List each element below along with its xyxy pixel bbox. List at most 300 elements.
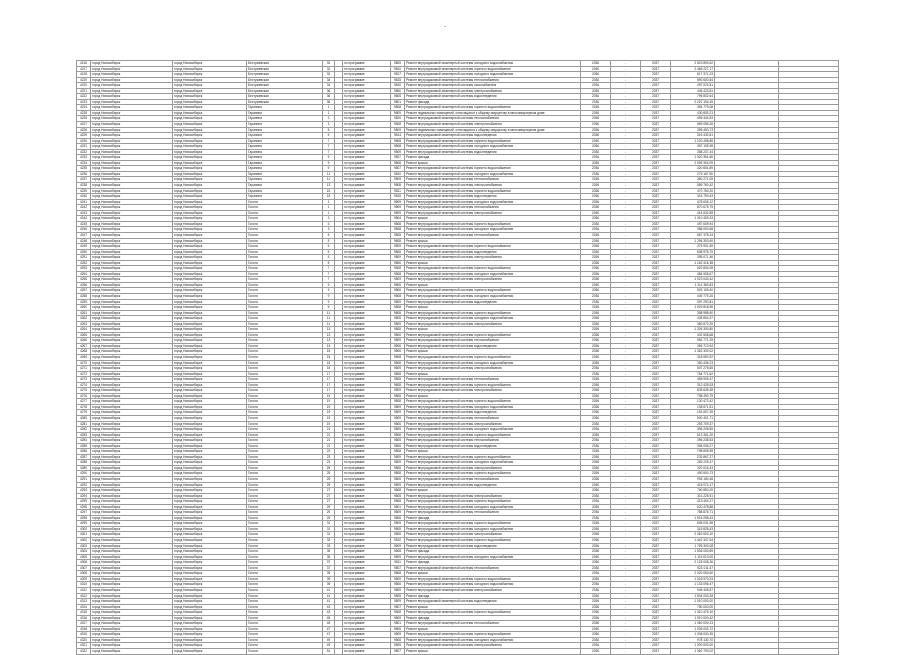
cell-year-to: 2037 bbox=[641, 621, 671, 627]
cell-dash: - bbox=[611, 255, 641, 261]
cell-code: 4257 bbox=[77, 288, 91, 294]
cell-work-code: 9809 bbox=[391, 205, 405, 211]
cell-dash: - bbox=[611, 460, 641, 466]
cell-city-district: город Новосибирск bbox=[173, 421, 247, 427]
cell-street: Гоголя bbox=[247, 210, 323, 216]
cell-year-to: 2037 bbox=[641, 305, 671, 311]
cell-house: 23 bbox=[323, 449, 335, 455]
cell-year-to: 2037 bbox=[641, 643, 671, 649]
cell-street: Гоголя bbox=[247, 388, 323, 394]
cell-city-district: город Новосибирск bbox=[173, 449, 247, 455]
cell-year-from: 2036 bbox=[581, 427, 611, 433]
cell-work-code: 9806 bbox=[391, 465, 405, 471]
cell-extra1 bbox=[715, 648, 779, 654]
cell-city-district: город Новосибирск bbox=[173, 194, 247, 200]
cell-dash: - bbox=[611, 610, 641, 616]
cell-house: 23 bbox=[323, 454, 335, 460]
cell-work-name: Ремонт внутридомовой инженерной системы холодного водоснабжения bbox=[405, 293, 581, 299]
cell-year-from: 2036 bbox=[581, 72, 611, 78]
cell-dash: - bbox=[611, 110, 641, 116]
cell-code: 4256 bbox=[77, 282, 91, 288]
cell-work-code: 9808 bbox=[391, 227, 405, 233]
cell-city-district: город Новосибирск bbox=[173, 565, 247, 571]
cell-dash: - bbox=[611, 177, 641, 183]
cell-work-name: Ремонт внутридомовой инженерной системы водоотведения bbox=[405, 543, 581, 549]
cell-work-code: 9809 bbox=[391, 460, 405, 466]
cell-street: Гоголя bbox=[247, 477, 323, 483]
cell-year-to: 2037 bbox=[641, 316, 671, 322]
cell-work-name: Ремонт внутридомовой инженерной системы горячего водоснабжения bbox=[405, 354, 581, 360]
cell-dash: - bbox=[611, 471, 641, 477]
cell-year-to: 2037 bbox=[641, 249, 671, 255]
cell-code: 4286 bbox=[77, 449, 91, 455]
cell-city: город Новосибирск bbox=[91, 637, 173, 643]
cell-street: Бестужевская bbox=[247, 77, 323, 83]
cell-city: город Новосибирск bbox=[91, 271, 173, 277]
cell-city: город Новосибирск bbox=[91, 99, 173, 105]
cell-city: город Новосибирск bbox=[91, 615, 173, 621]
cell-street: Гаранина bbox=[247, 127, 323, 133]
cell-city-district: город Новосибирск bbox=[173, 615, 247, 621]
cell-repair-type: по программе bbox=[343, 504, 391, 510]
cell-code: 4298 bbox=[77, 515, 91, 521]
cell-work-code: 9807 bbox=[391, 166, 405, 172]
cell-city: город Новосибирск bbox=[91, 648, 173, 654]
cell-cost: 870 675,79 bbox=[671, 205, 715, 211]
cell-street: Гоголя bbox=[247, 610, 323, 616]
cell-year-to: 2037 bbox=[641, 648, 671, 654]
cell-work-name: Ремонт внутридомовой инженерной системы электроснабжения bbox=[405, 421, 581, 427]
cell-repair-type: по программе bbox=[343, 166, 391, 172]
cell-dash: - bbox=[611, 138, 641, 144]
cell-work-code: 9808 bbox=[391, 549, 405, 555]
cell-work-code: 9809 bbox=[391, 427, 405, 433]
cell-street: Гаранина bbox=[247, 160, 323, 166]
cell-repair-type: по программе bbox=[343, 94, 391, 100]
cell-cost: 945 405,57 bbox=[671, 587, 715, 593]
cell-repair-type: по программе bbox=[343, 648, 391, 654]
cell-cost: 360 271,05 bbox=[671, 177, 715, 183]
cell-year-to: 2037 bbox=[641, 155, 671, 161]
cell-work-code: 9806 bbox=[391, 582, 405, 588]
cell-year-to: 2037 bbox=[641, 133, 671, 139]
cell-dash: - bbox=[611, 122, 641, 128]
cell-street: Гоголя bbox=[247, 371, 323, 377]
cell-repair-type: по программе bbox=[343, 321, 391, 327]
cell-house: 1 bbox=[323, 210, 335, 216]
cell-repair-type: по программе bbox=[343, 83, 391, 89]
cell-work-code: 9850 bbox=[391, 88, 405, 94]
cell-work-code: 9805 bbox=[391, 416, 405, 422]
cell-street: Гоголя bbox=[247, 232, 323, 238]
cell-city-district: город Новосибирск bbox=[173, 72, 247, 78]
cell-cost: 360 436,23 bbox=[671, 360, 715, 366]
cell-year-from: 2036 bbox=[581, 94, 611, 100]
cell-work-name: Ремонт подвальных помещений, относящихся к общему имуществу в многоквартирном доме bbox=[405, 127, 581, 133]
cell-code: 4275 bbox=[77, 388, 91, 394]
cell-year-to: 2037 bbox=[641, 499, 671, 505]
cell-city-district: город Новосибирск bbox=[173, 249, 247, 255]
cell-street: Гоголя bbox=[247, 587, 323, 593]
cell-dash: - bbox=[611, 238, 641, 244]
cell-dash: - bbox=[611, 171, 641, 177]
cell-cost: 396 208,55 bbox=[671, 427, 715, 433]
cell-city-district: город Новосибирск bbox=[173, 227, 247, 233]
cell-city: город Новосибирск bbox=[91, 626, 173, 632]
cell-cost: 255 709,37 bbox=[671, 421, 715, 427]
cell-city-district: город Новосибирск bbox=[173, 377, 247, 383]
cell-work-code: 9820 bbox=[391, 83, 405, 89]
cell-city: город Новосибирск bbox=[91, 482, 173, 488]
cell-dash: - bbox=[611, 543, 641, 549]
cell-cost: 1 133 096,47 bbox=[671, 582, 715, 588]
cell-extra2 bbox=[779, 648, 839, 654]
cell-code: 4235 bbox=[77, 166, 91, 172]
cell-work-code: 9809 bbox=[391, 366, 405, 372]
cell-cost: 1 006 000,72 bbox=[671, 626, 715, 632]
cell-cost: 1 910 000,42 bbox=[671, 615, 715, 621]
cell-repair-type: по программе bbox=[343, 210, 391, 216]
cell-work-name: Ремонт внутридомовой инженерной системы холодного водоснабжения bbox=[405, 360, 581, 366]
cell-street: Гоголя bbox=[247, 249, 323, 255]
cell-year-from: 2036 bbox=[581, 366, 611, 372]
cell-work-name: Ремонт внутридомовой инженерной системы электроснабжения bbox=[405, 277, 581, 283]
cell-house: 17 bbox=[323, 371, 335, 377]
cell-city-district: город Новосибирск bbox=[173, 61, 247, 67]
cell-work-code: 9805 bbox=[391, 377, 405, 383]
cell-city: город Новосибирск bbox=[91, 205, 173, 211]
cell-city-district: город Новосибирск bbox=[173, 404, 247, 410]
cell-city: город Новосибирск bbox=[91, 610, 173, 616]
cell-work-code: 9809 bbox=[391, 543, 405, 549]
cell-city: город Новосибирск bbox=[91, 554, 173, 560]
cell-city-district: город Новосибирск bbox=[173, 504, 247, 510]
cell-work-name: Ремонт фасада bbox=[405, 593, 581, 599]
table-row bbox=[77, 648, 839, 654]
cell-city: город Новосибирск bbox=[91, 227, 173, 233]
cell-work-code: 9809 bbox=[391, 177, 405, 183]
cell-house: 9 bbox=[323, 282, 335, 288]
cell-year-from: 2036 bbox=[581, 477, 611, 483]
cell-city-district: город Новосибирск bbox=[173, 482, 247, 488]
cell-street: Гаранина bbox=[247, 122, 323, 128]
cell-city: город Новосибирск bbox=[91, 427, 173, 433]
cell-dash: - bbox=[611, 382, 641, 388]
cell-repair-type: по программе bbox=[343, 515, 391, 521]
cell-city: город Новосибирск bbox=[91, 327, 173, 333]
cell-repair-type: по программе bbox=[343, 543, 391, 549]
cell-work-code: 9808 bbox=[391, 266, 405, 272]
cell-repair-type: по программе bbox=[343, 66, 391, 72]
cell-city-district: город Новосибирск bbox=[173, 554, 247, 560]
cell-year-to: 2037 bbox=[641, 449, 671, 455]
cell-street: Гаранина bbox=[247, 149, 323, 155]
cell-repair-type: по программе bbox=[343, 643, 391, 649]
cell-city-district: город Новосибирск bbox=[173, 316, 247, 322]
cell-work-name: Ремонт внутридомовой инженерной системы водоотведения bbox=[405, 599, 581, 605]
cell-cost: 379 901,59 bbox=[671, 244, 715, 250]
cell-work-code: 9808 bbox=[391, 610, 405, 616]
cell-cost: 513 301,20 bbox=[671, 432, 715, 438]
cell-year-from: 2036 bbox=[581, 538, 611, 544]
cell-dash: - bbox=[611, 66, 641, 72]
cell-year-from: 2036 bbox=[581, 305, 611, 311]
cell-cost: 360 672,20 bbox=[671, 321, 715, 327]
cell-work-code: 9808 bbox=[391, 488, 405, 494]
cell-work-code: 9811 bbox=[391, 188, 405, 194]
cell-year-from: 2036 bbox=[581, 515, 611, 521]
cell-house: 5 bbox=[323, 255, 335, 261]
cell-city: город Новосибирск bbox=[91, 526, 173, 532]
cell-cost: 135 671,51 bbox=[671, 404, 715, 410]
cell-year-to: 2037 bbox=[641, 122, 671, 128]
cell-house: 32 bbox=[323, 61, 335, 67]
cell-work-code: 9809 bbox=[391, 526, 405, 532]
cell-code: 4229 bbox=[77, 133, 91, 139]
cell-dash: - bbox=[611, 404, 641, 410]
cell-code: 4242 bbox=[77, 205, 91, 211]
cell-city: город Новосибирск bbox=[91, 94, 173, 100]
cell-year-from: 2036 bbox=[581, 371, 611, 377]
cell-code: 4252 bbox=[77, 260, 91, 266]
cell-year-from: 2036 bbox=[581, 521, 611, 527]
cell-street: Бестужевская bbox=[247, 88, 323, 94]
cell-year-from: 2036 bbox=[581, 316, 611, 322]
cell-code: 4230 bbox=[77, 138, 91, 144]
cell-city: город Новосибирск bbox=[91, 410, 173, 416]
cell-year-from: 2036 bbox=[581, 593, 611, 599]
cell-city: город Новосибирск bbox=[91, 188, 173, 194]
cell-city: город Новосибирск bbox=[91, 521, 173, 527]
cell-dash: - bbox=[611, 626, 641, 632]
cell-city: город Новосибирск bbox=[91, 565, 173, 571]
cell-city-district: город Новосибирск bbox=[173, 366, 247, 372]
cell-work-code: 9808 bbox=[391, 160, 405, 166]
cell-city: город Новосибирск bbox=[91, 321, 173, 327]
cell-cost: 1 162 416,38 bbox=[671, 260, 715, 266]
cell-cost: 798 490,79 bbox=[671, 393, 715, 399]
cell-street: Гаранина bbox=[247, 110, 323, 116]
cell-work-name: Ремонт фасада bbox=[405, 549, 581, 555]
cell-city: город Новосибирск bbox=[91, 160, 173, 166]
cell-year-from: 2036 bbox=[581, 199, 611, 205]
cell-year-from: 2036 bbox=[581, 327, 611, 333]
cell-cost: 316 430,61 bbox=[671, 133, 715, 139]
cell-year-from: 2036 bbox=[581, 360, 611, 366]
cell-street: Гоголя bbox=[247, 205, 323, 211]
cell-year-to: 2037 bbox=[641, 199, 671, 205]
cell-city-district: город Новосибирск bbox=[173, 133, 247, 139]
cell-city-district: город Новосибирск bbox=[173, 493, 247, 499]
cell-work-code: 9809 bbox=[391, 388, 405, 394]
cell-repair-type: по программе bbox=[343, 155, 391, 161]
cell-work-code: 9809 bbox=[391, 482, 405, 488]
cell-street: Гоголя bbox=[247, 648, 323, 654]
cell-year-to: 2037 bbox=[641, 587, 671, 593]
cell-year-from: 2036 bbox=[581, 377, 611, 383]
cell-work-code: 9806 bbox=[391, 332, 405, 338]
cell-year-from: 2036 bbox=[581, 244, 611, 250]
cell-code: 4314 bbox=[77, 604, 91, 610]
cell-repair-type: по программе bbox=[343, 238, 391, 244]
cell-cost: 589 760,42 bbox=[671, 183, 715, 189]
cell-year-from: 2036 bbox=[581, 438, 611, 444]
cell-city-district: город Новосибирск bbox=[173, 510, 247, 516]
cell-repair-type: по программе bbox=[343, 149, 391, 155]
cell-work-code: 9805 bbox=[391, 438, 405, 444]
cell-code: 4216 bbox=[77, 61, 91, 67]
cell-street: Гоголя bbox=[247, 560, 323, 566]
cell-cost: 750 000,00 bbox=[671, 604, 715, 610]
cell-street: Гоголя bbox=[247, 510, 323, 516]
cell-dash: - bbox=[611, 643, 641, 649]
cell-house: 21 bbox=[323, 427, 335, 433]
cell-work-code: 9809 bbox=[391, 110, 405, 116]
cell-year-from: 2036 bbox=[581, 122, 611, 128]
cell-city-district: город Новосибирск bbox=[173, 277, 247, 283]
cell-work-name: Ремонт внутридомовой инженерной системы теплоснабжения bbox=[405, 565, 581, 571]
cell-work-code: 9808 bbox=[391, 122, 405, 128]
cell-work-name: Ремонт внутридомовой инженерной системы горячего водоснабжения bbox=[405, 266, 581, 272]
cell-house: 33 bbox=[323, 543, 335, 549]
cell-house: 36 bbox=[323, 88, 335, 94]
cell-code: 4265 bbox=[77, 332, 91, 338]
cell-city-district: город Новосибирск bbox=[173, 515, 247, 521]
cell-house: 5 bbox=[323, 232, 335, 238]
cell-street: Гаранина bbox=[247, 116, 323, 122]
cell-year-to: 2037 bbox=[641, 244, 671, 250]
cell-cost: 497 020,51 bbox=[671, 83, 715, 89]
cell-year-from: 2036 bbox=[581, 582, 611, 588]
cell-city: город Новосибирск bbox=[91, 149, 173, 155]
cell-code: 4281 bbox=[77, 421, 91, 427]
cell-cost: 795 802,64 bbox=[671, 94, 715, 100]
cell-cost: 1 060 700,02 bbox=[671, 648, 715, 654]
cell-year-to: 2037 bbox=[641, 271, 671, 277]
cell-work-name: Ремонт внутридомовой инженерной системы теплоснабжения bbox=[405, 416, 581, 422]
cell-city: город Новосибирск bbox=[91, 305, 173, 311]
cell-city-district: город Новосибирск bbox=[173, 305, 247, 311]
cell-code: 4310 bbox=[77, 582, 91, 588]
cell-work-code: 9806 bbox=[391, 393, 405, 399]
cell-cost: 233 867,27 bbox=[671, 454, 715, 460]
cell-year-to: 2037 bbox=[641, 232, 671, 238]
cell-year-to: 2037 bbox=[641, 610, 671, 616]
cell-repair-type: по программе bbox=[343, 615, 391, 621]
cell-house: 9 bbox=[323, 155, 335, 161]
cell-code: 4267 bbox=[77, 343, 91, 349]
cell-house: 5 bbox=[323, 127, 335, 133]
cell-repair-type: по программе bbox=[343, 482, 391, 488]
cell-cost: 1 008 000,35 bbox=[671, 632, 715, 638]
cell-work-code: 9809 bbox=[391, 277, 405, 283]
cell-year-from: 2036 bbox=[581, 310, 611, 316]
cell-city-district: город Новосибирск bbox=[173, 393, 247, 399]
cell-city: город Новосибирск bbox=[91, 343, 173, 349]
cell-city-district: город Новосибирск bbox=[173, 282, 247, 288]
cell-year-to: 2037 bbox=[641, 116, 671, 122]
cell-code: 4219 bbox=[77, 77, 91, 83]
cell-repair-type: по программе bbox=[343, 249, 391, 255]
cell-repair-type: по программе bbox=[343, 404, 391, 410]
cell-house: 19 bbox=[323, 416, 335, 422]
cell-code: 4246 bbox=[77, 227, 91, 233]
cell-work-code: 9820 bbox=[391, 116, 405, 122]
cell-city-district: город Новосибирск bbox=[173, 543, 247, 549]
cell-year-to: 2037 bbox=[641, 582, 671, 588]
cell-city-district: город Новосибирск bbox=[173, 321, 247, 327]
cell-work-code: 9805 bbox=[391, 338, 405, 344]
cell-repair-type: по программе bbox=[343, 560, 391, 566]
cell-street: Гоголя bbox=[247, 571, 323, 577]
cell-work-code: 9806 bbox=[391, 249, 405, 255]
cell-cost: 620 834,08 bbox=[671, 266, 715, 272]
cell-cost: 869 096,26 bbox=[671, 122, 715, 128]
cell-street: Гоголя bbox=[247, 632, 323, 638]
cell-city-district: город Новосибирск bbox=[173, 343, 247, 349]
cell-work-name: Ремонт внутридомовой инженерной системы горячего водоснабжения bbox=[405, 332, 581, 338]
cell-work-name: Ремонт внутридомовой инженерной системы горячего водоснабжения bbox=[405, 382, 581, 388]
cell-year-to: 2037 bbox=[641, 371, 671, 377]
cell-work-code: 9805 bbox=[391, 94, 405, 100]
cell-house: 17 bbox=[323, 382, 335, 388]
cell-repair-type: по программе bbox=[343, 377, 391, 383]
cell-cost: 454 505,67 bbox=[671, 271, 715, 277]
cell-work-name: Ремонт крыши bbox=[405, 349, 581, 355]
cell-street: Гоголя bbox=[247, 332, 323, 338]
cell-repair-type: по программе bbox=[343, 443, 391, 449]
cell-house: 1 bbox=[323, 199, 335, 205]
cell-street: Гоголя bbox=[247, 432, 323, 438]
cell-house: 13 bbox=[323, 338, 335, 344]
cell-year-to: 2037 bbox=[641, 538, 671, 544]
cell-city-district: город Новосибирск bbox=[173, 432, 247, 438]
cell-work-name: Ремонт внутридомовой инженерной системы теплоснабжения bbox=[405, 232, 581, 238]
cell-cost: 151 607,39 bbox=[671, 410, 715, 416]
cell-city-district: город Новосибирск bbox=[173, 538, 247, 544]
cell-year-from: 2036 bbox=[581, 493, 611, 499]
cell-dash: - bbox=[611, 443, 641, 449]
cell-cost: 402 508,68 bbox=[671, 332, 715, 338]
cell-year-to: 2037 bbox=[641, 260, 671, 266]
cell-repair-type: по программе bbox=[343, 354, 391, 360]
cell-dash: - bbox=[611, 549, 641, 555]
cell-year-from: 2036 bbox=[581, 343, 611, 349]
cell-cost: 1 904 000,28 bbox=[671, 593, 715, 599]
cell-year-from: 2036 bbox=[581, 404, 611, 410]
cell-year-to: 2037 bbox=[641, 282, 671, 288]
cell-code: 4319 bbox=[77, 632, 91, 638]
cell-cost: 386 000,68 bbox=[671, 227, 715, 233]
cell-work-name: Ремонт внутридомовой инженерной системы водоотведения bbox=[405, 133, 581, 139]
cell-year-from: 2036 bbox=[581, 221, 611, 227]
cell-dash: - bbox=[611, 133, 641, 139]
cell-house: 3 bbox=[323, 216, 335, 222]
cell-street: Гоголя bbox=[247, 238, 323, 244]
cell-city: город Новосибирск bbox=[91, 538, 173, 544]
cell-code: 4305 bbox=[77, 554, 91, 560]
cell-city-district: город Новосибирск bbox=[173, 354, 247, 360]
cell-year-from: 2036 bbox=[581, 410, 611, 416]
cell-cost: 500 401,71 bbox=[671, 416, 715, 422]
cell-year-from: 2036 bbox=[581, 626, 611, 632]
cell-house: 9 bbox=[323, 288, 335, 294]
cell-year-to: 2037 bbox=[641, 188, 671, 194]
cell-work-code: 9815 bbox=[391, 194, 405, 200]
cell-cost: 413 404,27 bbox=[671, 499, 715, 505]
cell-street: Гоголя bbox=[247, 482, 323, 488]
cell-house: 36 bbox=[323, 94, 335, 100]
